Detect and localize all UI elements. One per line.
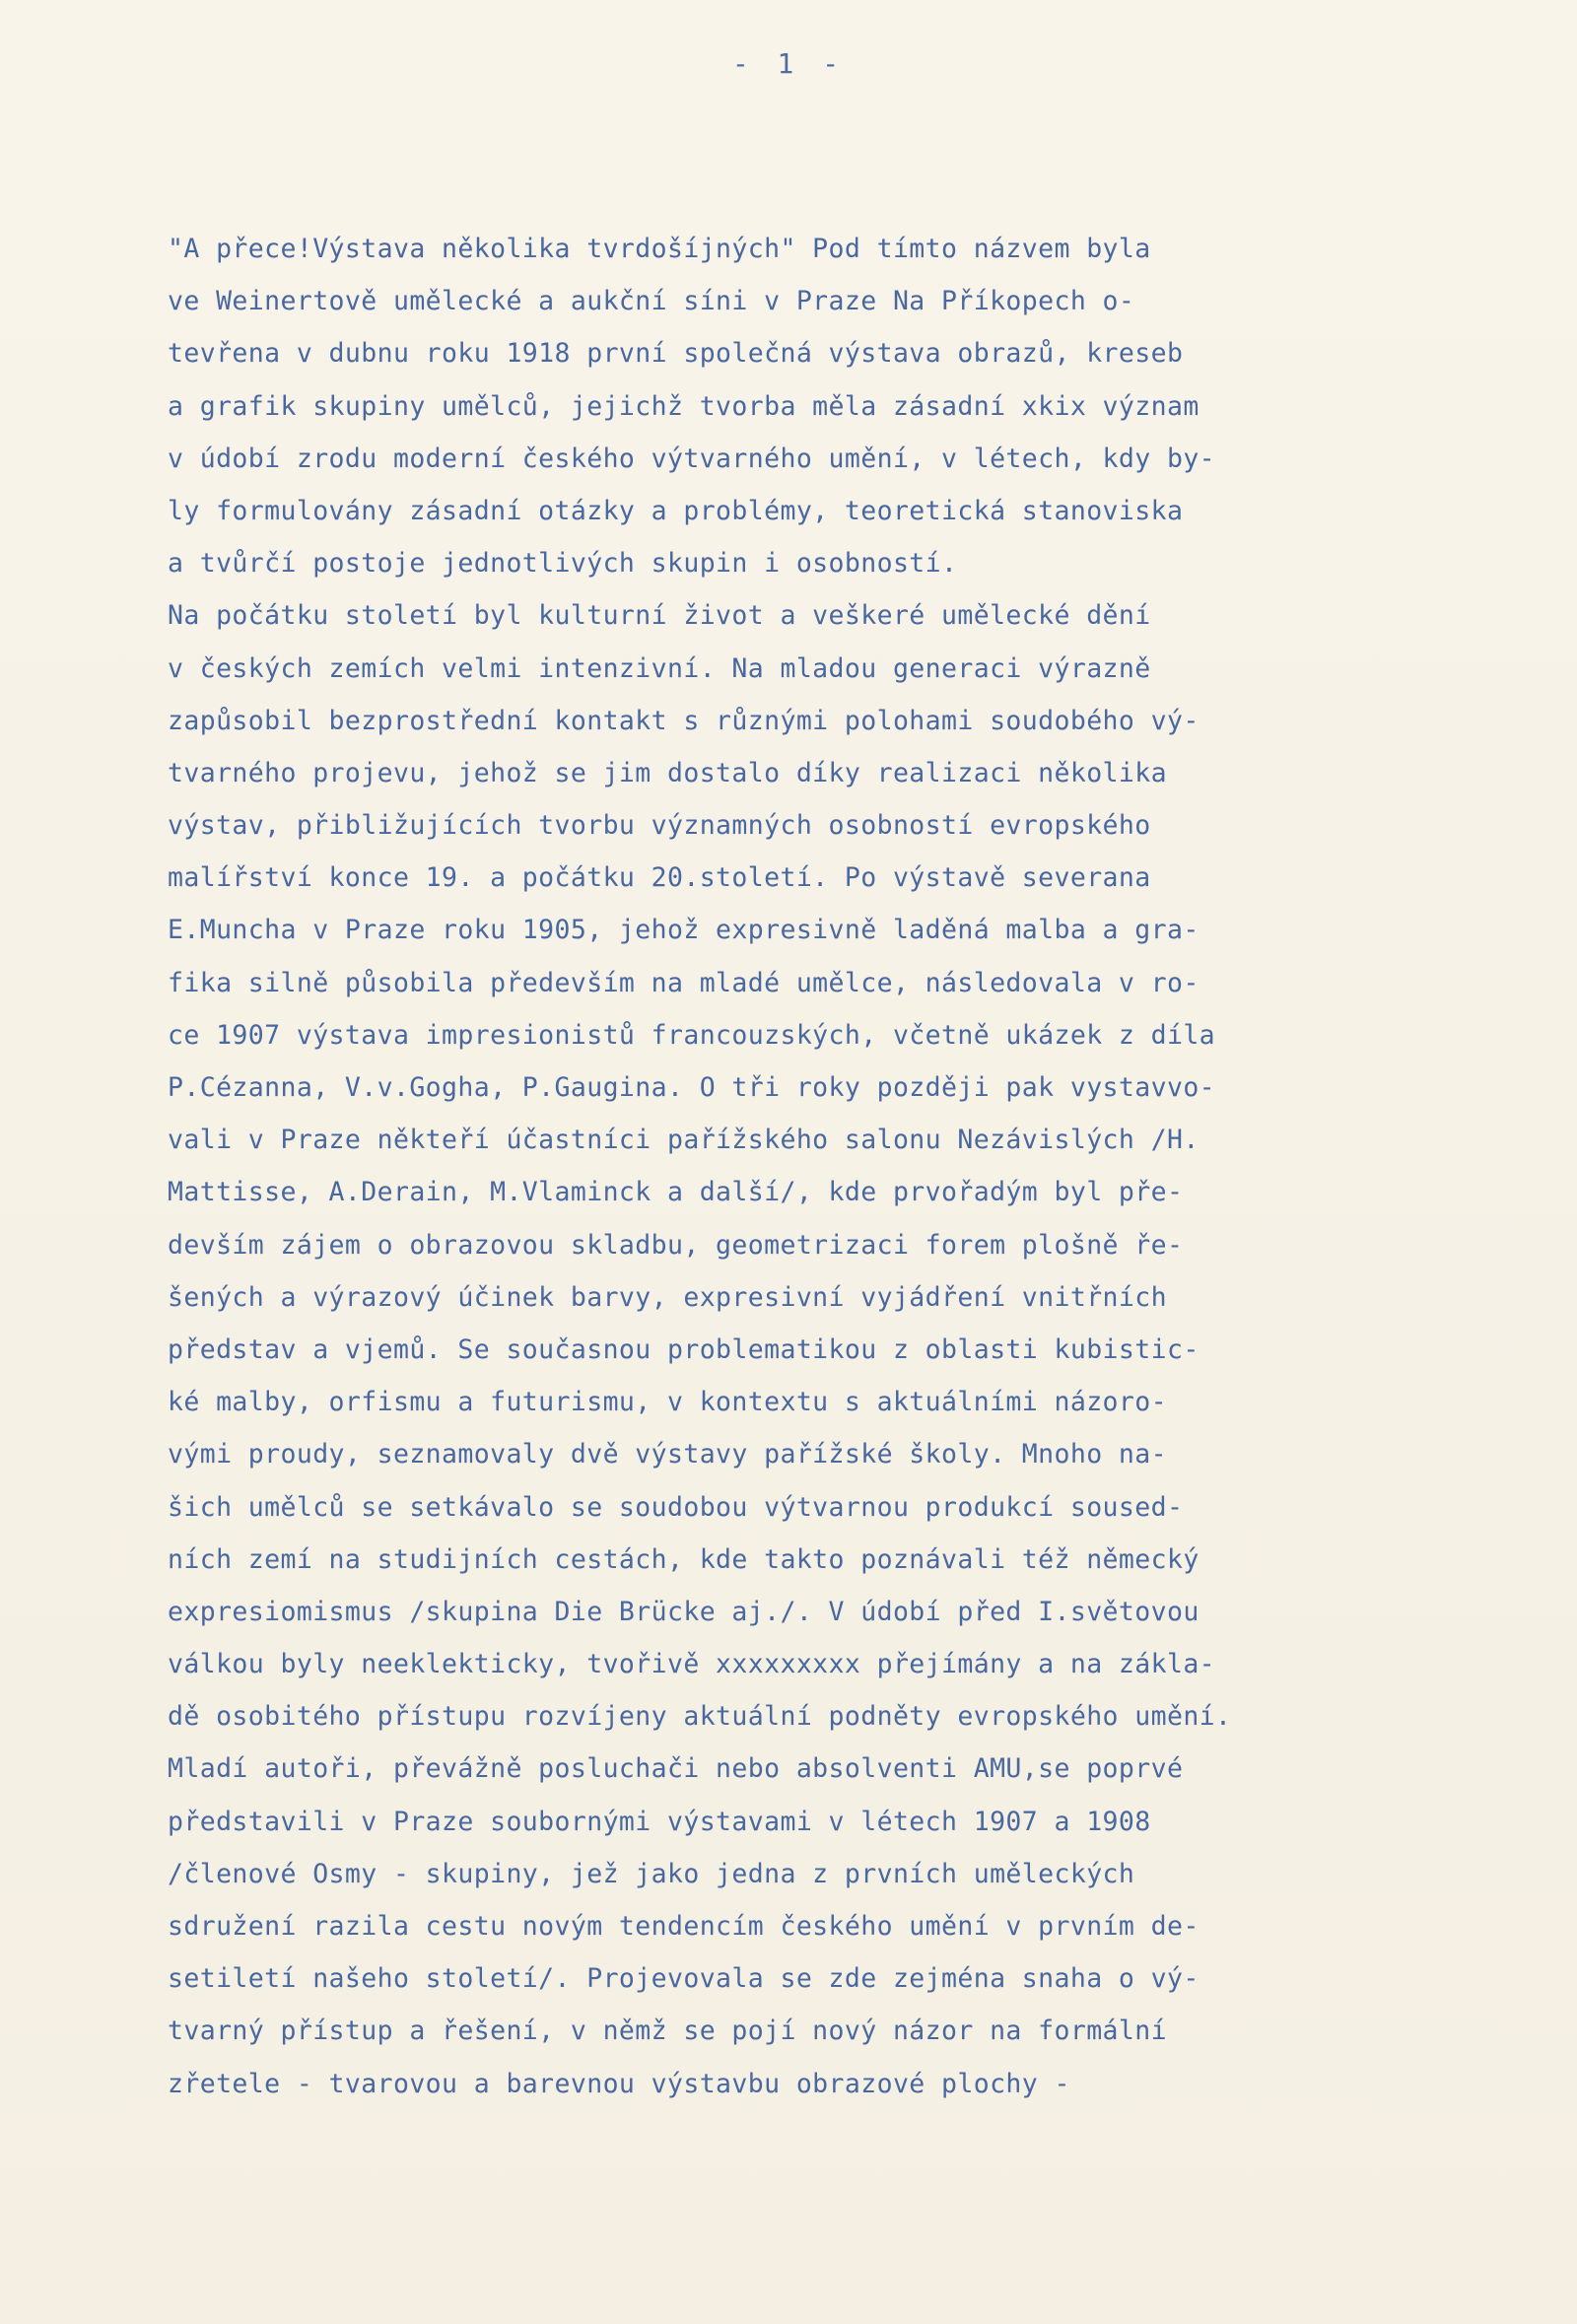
text-line: E.Muncha v Praze roku 1905, jehož expresivně laděná malba a gra- bbox=[168, 915, 1200, 946]
text-line: zřetele - tvarovou a barevnou výstavbu obrazové plochy - bbox=[168, 2068, 1070, 2099]
text-line: v českých zemích velmi intenzivní. Na mladou generaci výrazně bbox=[168, 652, 1151, 684]
text-line: Na počátku století byl kulturní život a veškeré umělecké dění bbox=[168, 600, 1151, 632]
text-line: v údobí zrodu moderní českého výtvarného umění, v létech, kdy by- bbox=[168, 443, 1216, 474]
text-line: sdružení razila cestu novým tendencím českého umění v prvním de- bbox=[168, 1911, 1200, 1942]
text-line: vými proudy, seznamovaly dvě výstavy pařížské školy. Mnoho na- bbox=[168, 1439, 1167, 1470]
text-line: a grafik skupiny umělců, jejichž tvorba měla zásadní xkix význam bbox=[168, 390, 1200, 422]
text-line: a tvůrčí postoje jednotlivých skupin i osobností. bbox=[168, 548, 958, 580]
text-line: vali v Praze někteří účastníci pařížského salonu Nezávislých /H. bbox=[168, 1125, 1200, 1156]
text-line: tvarný přístup a řešení, v němž se pojí nový názor na formální bbox=[168, 2016, 1167, 2047]
text-line: P.Cézanna, V.v.Gogha, P.Gaugina. O tři roky později pak vystavvo- bbox=[168, 1072, 1216, 1103]
text-line: šich umělců se setkávalo se soudobou výtvarnou produkcí soused- bbox=[168, 1491, 1184, 1523]
text-line: devším zájem o obrazovou skladbu, geometrizaci forem plošně ře- bbox=[168, 1229, 1184, 1261]
text-line: expresiomismus /skupina Die Brücke aj./. V údobí před I.světovou bbox=[168, 1596, 1200, 1627]
text-line: Mattisse, A.Derain, M.Vlaminck a další/, kde prvořadým byl pře- bbox=[168, 1177, 1184, 1208]
text-line: představ a vjemů. Se současnou problematikou z oblasti kubistic- bbox=[168, 1333, 1200, 1365]
text-line: ve Weinertově umělecké a aukční síni v Praze Na Příkopech o- bbox=[168, 286, 1135, 317]
text-line: setiletí našeho století/. Projevovala se zde zejména snaha o vý- bbox=[168, 1963, 1200, 1995]
text-line: ních zemí na studijních cestách, kde takto poznávali též německý bbox=[168, 1543, 1200, 1575]
text-line: válkou byly neeklekticky, tvořivě xxxxxxxxx přejímány a na zákla- bbox=[168, 1649, 1216, 1680]
text-line: malířství konce 19. a počátku 20.století. Po výstavě severana bbox=[168, 862, 1151, 894]
text-line: ly formulovány zásadní otázky a problémy, teoretická stanoviska bbox=[168, 495, 1184, 526]
text-line: představili v Praze soubornými výstavami v létech 1907 a 1908 bbox=[168, 1806, 1151, 1837]
text-line: "A přece!Výstava několika tvrdošíjných" Pod tímto názvem byla bbox=[168, 234, 1151, 264]
text-line: tvarného projevu, jehož se jim dostalo díky realizaci několika bbox=[168, 757, 1167, 788]
text-line: fika silně působila především na mladé umělce, následovala v ro- bbox=[168, 967, 1200, 998]
text-line: zapůsobil bezprostřední kontakt s různými polohami soudobého vý- bbox=[168, 705, 1200, 736]
page-number: - 1 - bbox=[731, 47, 846, 80]
text-line: ce 1907 výstava impresionistů francouzských, včetně ukázek z díla bbox=[168, 1019, 1216, 1051]
text-line: šených a výrazový účinek barvy, expresivní vyjádření vnitřních bbox=[168, 1281, 1167, 1313]
text-line: ké malby, orfismu a futurismu, v kontextu s aktuálními názoro- bbox=[168, 1387, 1167, 1418]
body-text bbox=[168, 223, 1508, 2110]
text-line: výstav, přibližujících tvorbu významných osobností evropského bbox=[168, 810, 1151, 842]
text-line: /členové Osmy - skupiny, jež jako jedna z prvních uměleckých bbox=[168, 1858, 1135, 1889]
text-line: dě osobitého přístupu rozvíjeny aktuální podněty evropského umění. bbox=[168, 1701, 1232, 1733]
text-line: tevřena v dubnu roku 1918 první společná výstava obrazů, kreseb bbox=[168, 338, 1184, 370]
text-line: Mladí autoři, převážně posluchači nebo absolventi AMU,se poprvé bbox=[168, 1753, 1184, 1785]
